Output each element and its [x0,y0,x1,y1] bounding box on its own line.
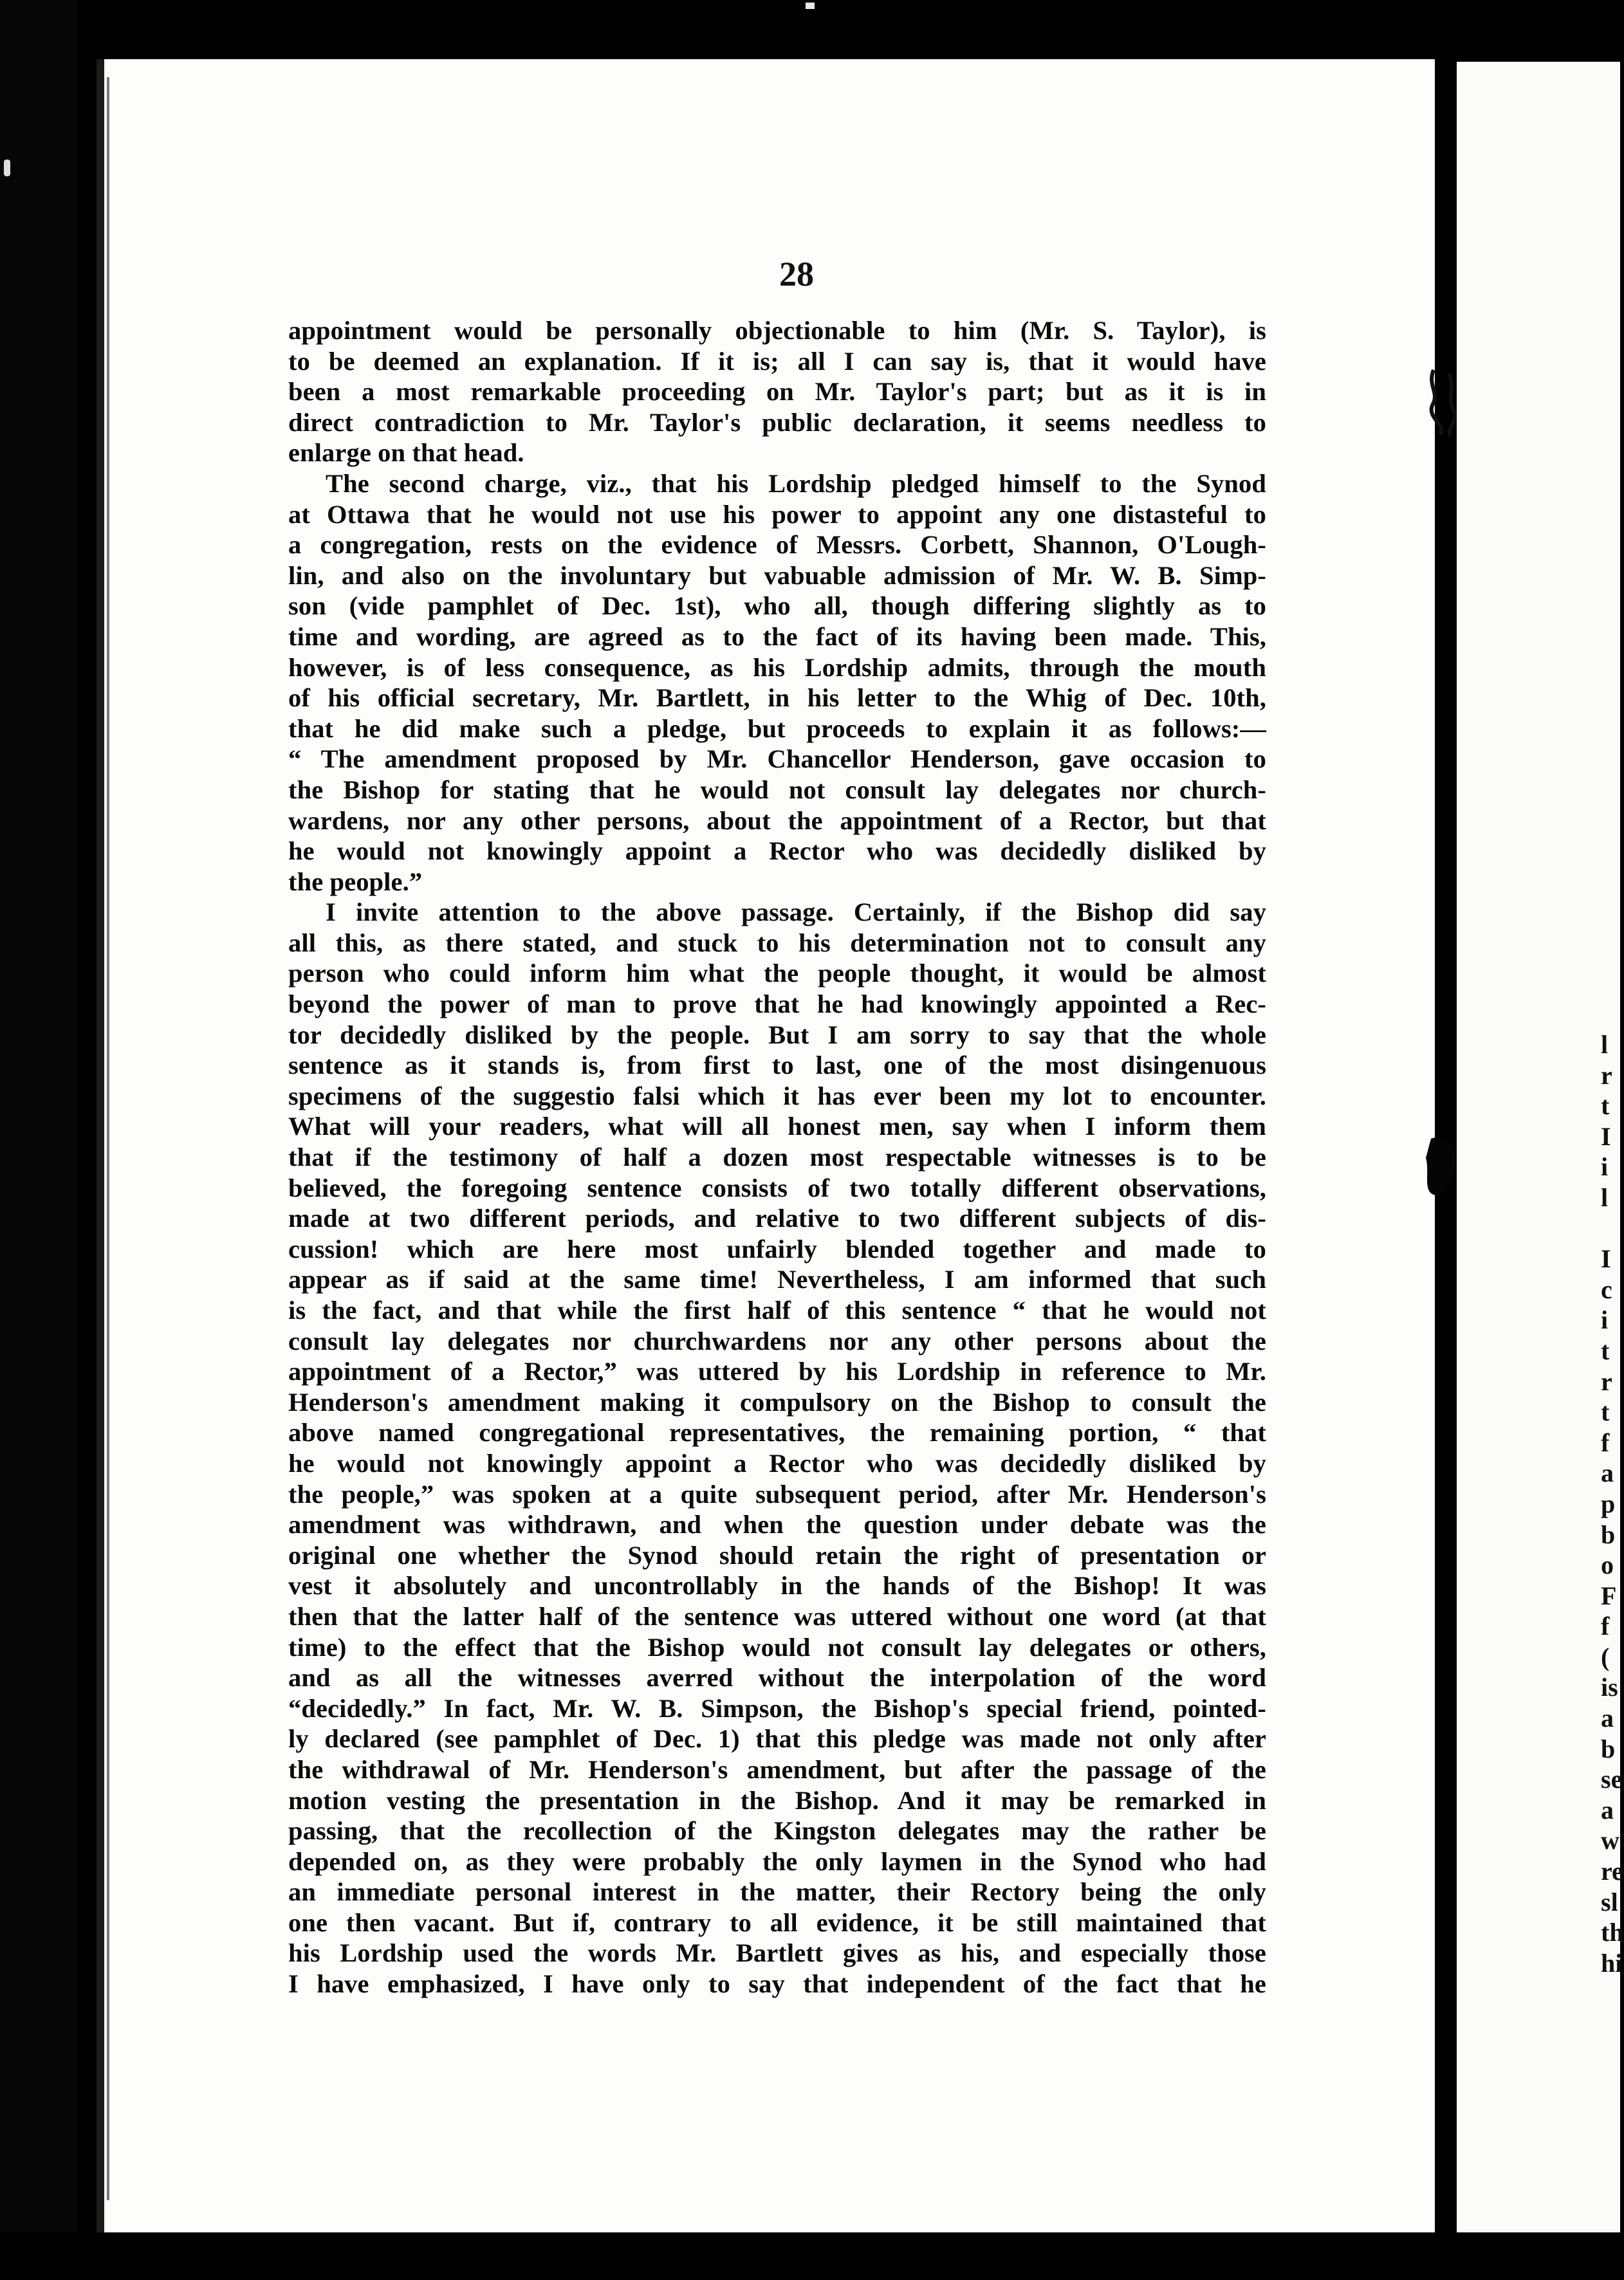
scan-border-left [0,0,77,2280]
binding-thread-mark [1427,367,1461,437]
text-line: sentence as it stands is, from first to last, one of the most disingenuous [288,1051,1266,1080]
adjacent-page-fragment: l [1601,1182,1609,1212]
scan-border-bottom [0,2232,1620,2280]
adjacent-page-fragment: re [1601,1857,1623,1886]
text-line: ly declared (see pamphlet of Dec. 1) that this pledge was made not only after [288,1724,1266,1754]
text-line: to be deemed an explanation. If it is; all I can say is, that it would have [288,346,1266,376]
text-line: The second charge, viz., that his Lordship pledged himself to the Synod [326,468,1266,498]
text-line: all this, as there stated, and stuck to his determination not to consult any [288,928,1266,957]
adjacent-page-fragment: f [1601,1428,1610,1457]
text-line: person who could inform him what the people thought, it would be almost [288,959,1266,988]
text-line: amendment was withdrawn, and when the question under debate was the [288,1510,1266,1540]
text-line: above named congregational representatives, the remaining portion, “ that [288,1418,1266,1448]
text-line: he would not knowingly appoint a Rector who was decidedly disliked by [288,836,1266,866]
text-line: son (vide pamphlet of Dec. 1st), who all, though differing slightly as to [288,591,1266,621]
scan-artifact [806,3,815,9]
adjacent-page-fragment: is [1601,1673,1618,1702]
text-line: appointment of a Rector,” was uttered by his Lordship in reference to Mr. [288,1357,1266,1386]
text-line: original one whether the Synod should retain the right of presentation or [288,1540,1266,1570]
text-line: time) to the effect that the Bishop would not consult lay delegates or others, [288,1632,1266,1662]
adjacent-page-fragment: a [1601,1458,1614,1488]
adjacent-page-fragment: se [1601,1765,1623,1794]
adjacent-page-fragment: t [1601,1091,1610,1121]
text-line: I invite attention to the above passage. Certainly, if the Bishop did say [326,897,1266,927]
text-line: believed, the foregoing sentence consists of two totally different observations, [288,1173,1266,1202]
text-line: an immediate personal interest in the matter, their Rectory being the only [288,1877,1266,1907]
text-line: enlarge on that head. [288,438,524,468]
text-line: specimens of the suggestio falsi which it has ever been my lot to encounter. [288,1081,1266,1110]
text-line: is the fact, and that while the first half of this sentence “ that he would not [288,1296,1266,1325]
text-line: time and wording, are agreed as to the fact of its having been made. This, [288,621,1266,651]
adjacent-page-fragment: t [1601,1336,1610,1365]
text-line: appointment would be personally objectionable to him (Mr. S. Taylor), is [288,316,1266,345]
adjacent-page-fragment: b [1601,1520,1616,1549]
text-line: he would not knowingly appoint a Rector who was decidedly disliked by [288,1448,1266,1478]
text-line: that he did make such a pledge, but proceeds to explain it as follows:— [288,713,1266,743]
text-line: lin, and also on the involuntary but vabuable admission of Mr. W. B. Simp- [288,560,1266,590]
text-line: the people,” was spoken at a quite subsequent period, after Mr. Henderson's [288,1479,1266,1509]
text-line: cussion! which are here most unfairly blended together and made to [288,1234,1266,1264]
text-line: “ The amendment proposed by Mr. Chancellor Henderson, gave occasion to [288,744,1266,774]
text-line: the withdrawal of Mr. Henderson's amendment, but after the passage of the [288,1754,1266,1784]
text-line: one then vacant. But if, contrary to all evidence, it be still maintained that [288,1908,1266,1937]
page-edge-shadow [107,77,109,2200]
scan-artifact [4,160,10,176]
adjacent-page-fragment: p [1601,1489,1616,1518]
adjacent-page-fragment: a [1601,1795,1614,1825]
adjacent-page-fragment: F [1601,1581,1617,1610]
adjacent-page-fragment: r [1601,1366,1612,1396]
text-line: the Bishop for stating that he would not consult lay delegates nor church- [288,775,1266,804]
text-line: at Ottawa that he would not use his power to appoint any one distasteful to [288,499,1266,529]
text-line: of his official secretary, Mr. Bartlett, in his letter to the Whig of Dec. 10th, [288,683,1266,713]
text-line: motion vesting the presentation in the Bishop. And it may be remarked in [288,1785,1266,1815]
text-line: vest it absolutely and uncontrollably in the hands of the Bishop! It was [288,1571,1266,1601]
adjacent-page-fragment: l [1601,1030,1609,1059]
text-line: and as all the witnesses averred without the interpolation of the word [288,1663,1266,1693]
adjacent-page-text-fragments [1601,1029,1624,1978]
adjacent-page-fragment: t [1601,1397,1610,1427]
text-line: consult lay delegates nor churchwardens nor any other persons about the [288,1326,1266,1356]
text-line: wardens, nor any other persons, about the appointment of a Rector, but that [288,805,1266,835]
adjacent-page-fragment: c [1601,1274,1612,1304]
adjacent-page-fragment: i [1601,1152,1609,1182]
adjacent-page-fragment [1601,1213,1620,1244]
text-line: his Lordship used the words Mr. Bartlett gives as his, and especially those [288,1938,1266,1968]
adjacent-page-fragment: r [1601,1060,1612,1090]
text-line: passing, that the recollection of the Kingston delegates may the rather be [288,1816,1266,1846]
text-line: made at two different periods, and relative to two different subjects of dis- [288,1204,1266,1233]
text-line: appear as if said at the same time! Nevertheless, I am informed that such [288,1265,1266,1294]
binding-hole-mark [1423,1132,1462,1203]
text-line: tor decidedly disliked by the people. But I am sorry to say that the whole [288,1020,1266,1049]
adjacent-page-fragment: sl [1601,1887,1618,1917]
adjacent-page-fragment: i [1601,1305,1609,1335]
text-line: been a most remarkable proceeding on Mr. Taylor's part; but as it is in [288,377,1266,407]
adjacent-page-fragment: b [1601,1734,1616,1763]
text-line: Henderson's amendment making it compulsory on the Bishop to consult the [288,1387,1266,1417]
body-text [288,315,1266,2000]
text-line: the people.” [288,867,423,896]
adjacent-page-fragment: a [1601,1704,1614,1733]
text-line: beyond the power of man to prove that he had knowingly appointed a Rec- [288,989,1266,1019]
text-line: direct contradiction to Mr. Taylor's public declaration, it seems needless to [288,407,1266,437]
adjacent-page-fragment: w [1601,1826,1619,1855]
text-line: depended on, as they were probably the only laymen in the Synod who had [288,1846,1266,1876]
adjacent-page-fragment: hi [1601,1948,1623,1978]
text-line: I have emphasized, I have only to say that independent of the fact that he [288,1969,1266,1999]
text-line: “decidedly.” In fact, Mr. W. B. Simpson, the Bishop's special friend, pointed- [288,1693,1266,1723]
text-line: a congregation, rests on the evidence of Messrs. Corbett, Shannon, O'Lough- [288,530,1266,560]
text-line: then that the latter half of the sentence was uttered without one word (at that [288,1601,1266,1631]
page-number: 28 [779,255,814,293]
adjacent-page-fragment: I [1601,1244,1611,1274]
adjacent-page-fragment: I [1601,1121,1611,1151]
adjacent-page-fragment: ( [1601,1642,1610,1671]
text-line: however, is of less consequence, as his Lordship admits, through the mouth [288,652,1266,682]
adjacent-page-fragment: o [1601,1550,1614,1580]
text-line: that if the testimony of half a dozen most respectable witnesses is to be [288,1143,1266,1172]
adjacent-page-fragment: f [1601,1612,1610,1641]
adjacent-page-fragment: th [1601,1918,1624,1947]
text-line: What will your readers, what will all honest men, say when I inform them [288,1112,1266,1141]
adjacent-page [1457,62,1624,2236]
